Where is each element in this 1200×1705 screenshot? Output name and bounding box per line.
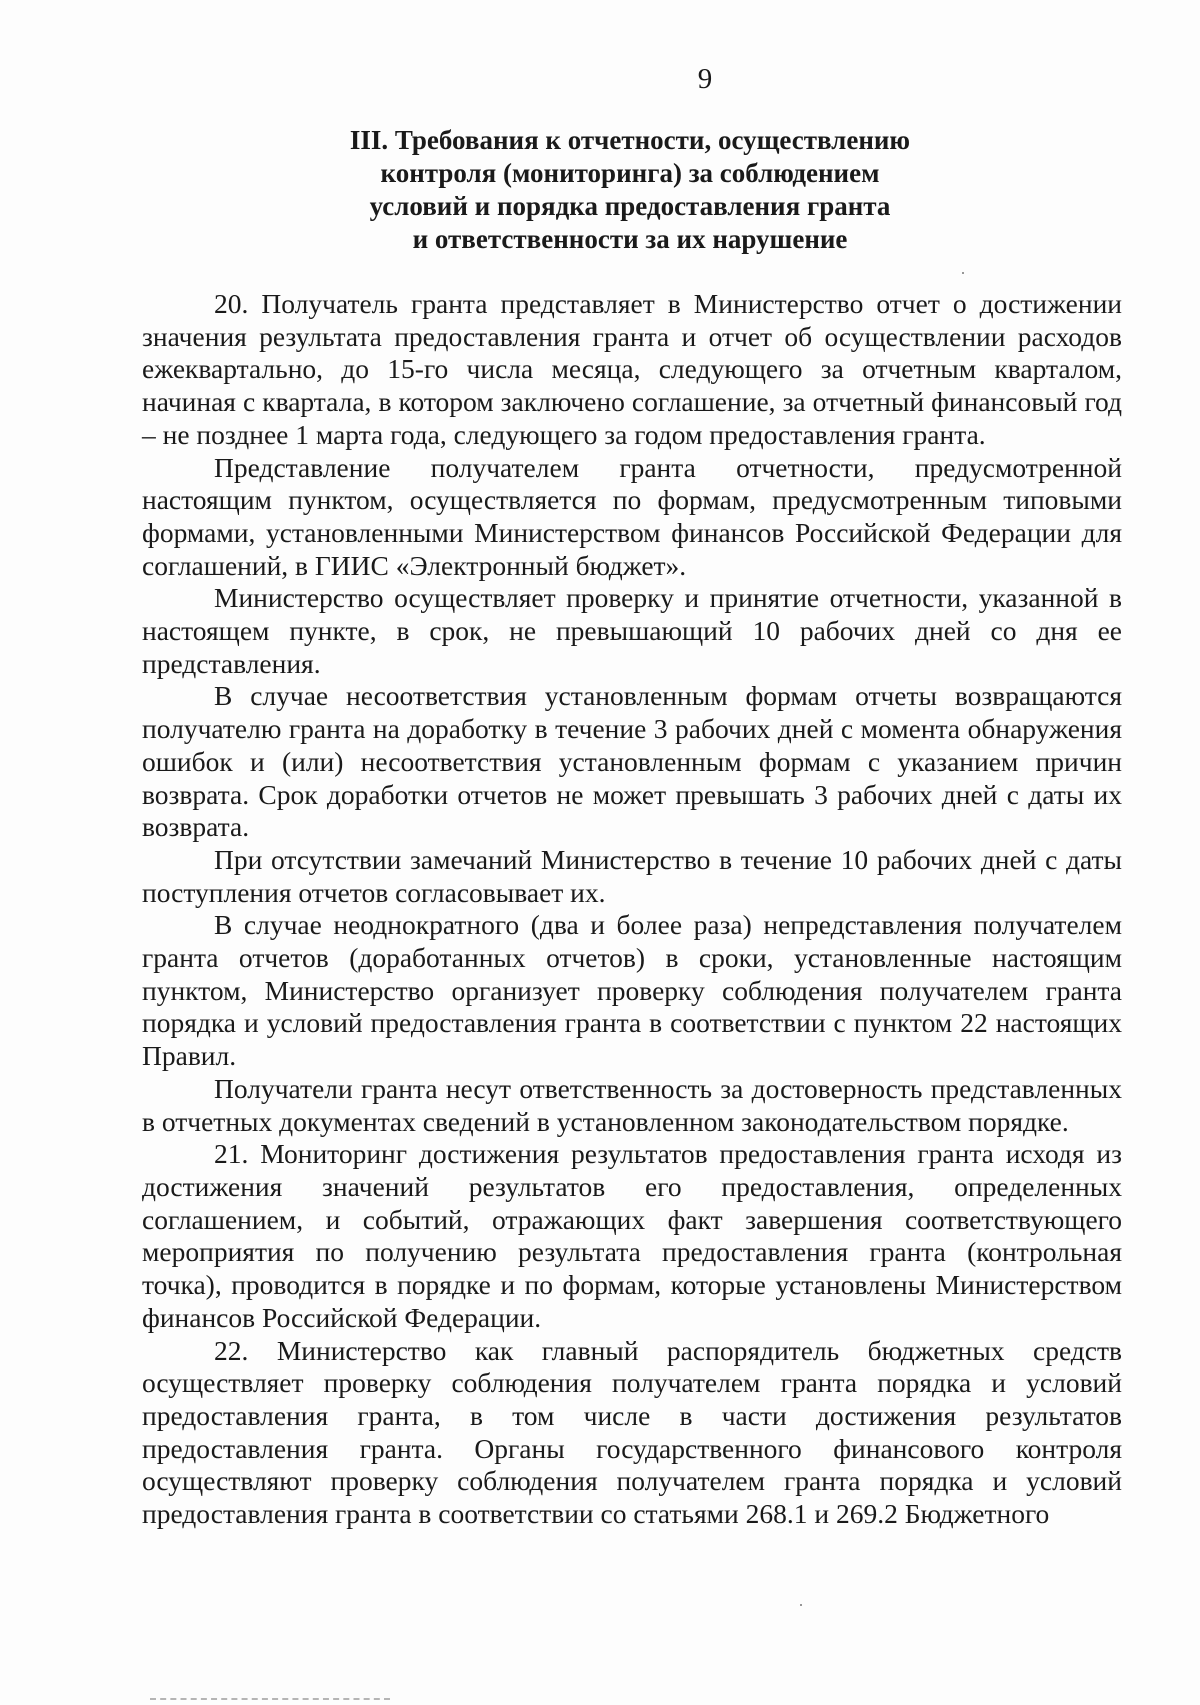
section-title-line: и ответственности за их нарушение xyxy=(412,224,848,254)
section-title xyxy=(330,124,930,256)
paragraph-approval: При отсутствии замечаний Министерство в течение 10 рабочих дней с даты поступления отчетов согласовывает их. xyxy=(142,843,1122,908)
scan-speck xyxy=(800,1604,802,1606)
section-title-line: контроля (мониторинга) за соблюдением xyxy=(380,158,880,188)
paragraph-verification: Министерство осуществляет проверку и принятие отчетности, указанной в настоящем пункте, в срок, не превышающий 10 рабочих дней со дня ее представления. xyxy=(142,582,1122,679)
page-number: 9 xyxy=(697,63,713,95)
section-title-line: условий и порядка предоставления гранта xyxy=(369,191,891,221)
paragraph-20-reporting: 20. Получатель гранта представляет в Министерство отчет о достижении значения результата предоставления гранта и отчет об осуществлении расходов ежеквартально, до 15-го числа месяца, следующего за отчетным кварталом, начиная с квартала, в котором заключено соглашение, за отчетный финансовый год – не позднее 1 марта года, следующего за годом предоставления гранта. xyxy=(142,288,1122,450)
scan-artifact-line xyxy=(150,1698,390,1702)
body-text xyxy=(142,288,1122,1531)
scan-speck xyxy=(962,272,964,274)
paragraph-report-forms: Представление получателем гранта отчетности, предусмотренной настоящим пунктом, осуществляется по формам, предусмотренным типовыми формами, установленными Министерством финансов Российской Федерации для соглашений, в ГИИС «Электронный бюджет». xyxy=(142,451,1122,581)
paragraph-21-monitoring: 21. Мониторинг достижения результатов предоставления гранта исходя из достижения значений результатов его предоставления, определенных соглашением, и событий, отражающих факт завершения соответствующего мероприятия по получению результата предоставления гранта (контрольная точка), проводится в порядке и по формам, которые установлены Министерством финансов Российской Федерации. xyxy=(142,1138,1122,1333)
paragraph-responsibility: Получатели гранта несут ответственность за достоверность представленных в отчетных документах сведений в установленном законодательством порядке. xyxy=(142,1072,1122,1137)
paragraph-22-control: 22. Министерство как главный распорядитель бюджетных средств осуществляет проверку соблюдения получателем гранта порядка и условий предоставления гранта, в том числе в части достижения результатов предоставления гранта. Органы государственного финансового контроля осуществляют проверку соблюдения получателем гранта порядка и условий предоставления гранта в соответствии со статьями 268.1 и 269.2 Бюджетного xyxy=(142,1334,1122,1530)
paragraph-non-submission: В случае неоднократного (два и более раза) непредставления получателем гранта отчетов (доработанных отчетов) в сроки, установленные настоящим пунктом, Министерство организует проверку соблюдения получателем гранта порядка и условий предоставления гранта в соответствии с пунктом 22 настоящих Правил. xyxy=(142,909,1122,1072)
section-title-line: III. Требования к отчетности, осуществлению xyxy=(349,125,911,155)
paragraph-report-return: В случае несоответствия установленным формам отчеты возвращаются получателю гранта на доработку в течение 3 рабочих дней с момента обнаружения ошибок и (или) несоответствия установленным формам с указанием причин возврата. Срок доработки отчетов не может превышать 3 рабочих дней с даты их возврата. xyxy=(142,680,1122,843)
